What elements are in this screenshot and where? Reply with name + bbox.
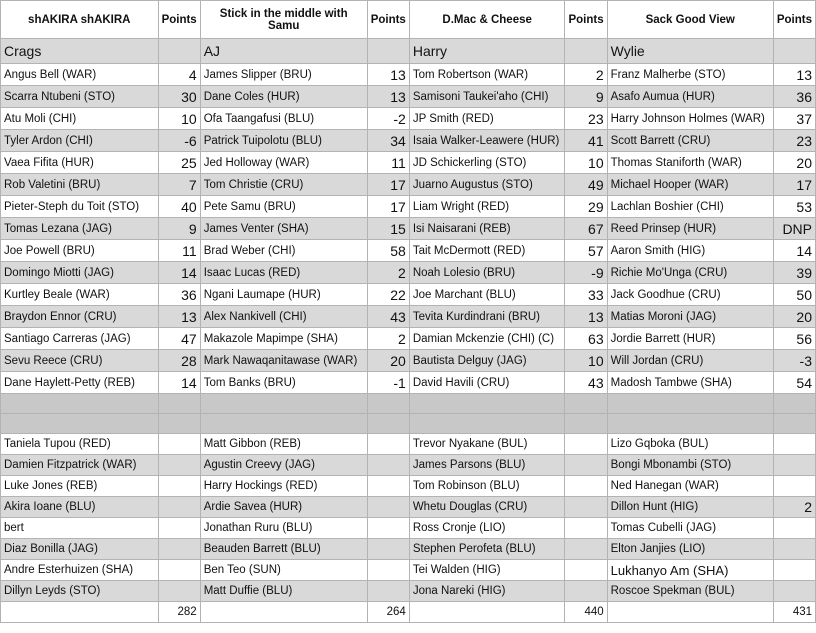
- points-cell[interactable]: 20: [367, 350, 409, 372]
- captain-cell[interactable]: Harry: [409, 39, 565, 64]
- points-cell[interactable]: -9: [565, 262, 607, 284]
- player-cell[interactable]: Franz Malherbe (STO): [607, 64, 773, 86]
- player-cell[interactable]: Ofa Taangafusi (BLU): [200, 108, 367, 130]
- player-cell[interactable]: Noah Lolesio (BRU): [409, 262, 565, 284]
- player-cell[interactable]: Aaron Smith (HIG): [607, 240, 773, 262]
- points-cell[interactable]: 17: [367, 196, 409, 218]
- bench-points-cell[interactable]: [565, 518, 607, 539]
- player-cell[interactable]: Jordie Barrett (HUR): [607, 328, 773, 350]
- bench-points-cell[interactable]: [367, 455, 409, 476]
- points-cell[interactable]: 54: [773, 372, 815, 394]
- points-cell[interactable]: 56: [773, 328, 815, 350]
- bench-player-cell[interactable]: Tom Robinson (BLU): [409, 476, 565, 497]
- bench-points-cell[interactable]: [367, 497, 409, 518]
- points-cell[interactable]: 53: [773, 196, 815, 218]
- player-cell[interactable]: Mark Nawaqanitawase (WAR): [200, 350, 367, 372]
- player-cell[interactable]: Tait McDermott (RED): [409, 240, 565, 262]
- points-cell[interactable]: 28: [158, 350, 200, 372]
- bench-points-cell[interactable]: [565, 497, 607, 518]
- total-points-cell[interactable]: 282: [158, 602, 200, 623]
- bench-points-cell[interactable]: [367, 539, 409, 560]
- points-cell[interactable]: 13: [367, 64, 409, 86]
- starter-row: [1, 306, 816, 328]
- bench-player-cell[interactable]: Dillon Hunt (HIG): [607, 497, 773, 518]
- bench-player-cell[interactable]: Lizo Gqboka (BUL): [607, 434, 773, 455]
- total-label-cell[interactable]: [1, 602, 159, 623]
- bench-points-cell[interactable]: [158, 539, 200, 560]
- empty-cell[interactable]: [200, 394, 367, 414]
- bench-player-cell[interactable]: Harry Hockings (RED): [200, 476, 367, 497]
- bench-player-cell[interactable]: Jonathan Ruru (BLU): [200, 518, 367, 539]
- points-cell[interactable]: 15: [367, 218, 409, 240]
- points-cell[interactable]: 43: [565, 372, 607, 394]
- points-cell[interactable]: 23: [773, 130, 815, 152]
- points-cell[interactable]: DNP: [773, 218, 815, 240]
- player-cell[interactable]: Makazole Mapimpe (SHA): [200, 328, 367, 350]
- player-cell[interactable]: Rob Valetini (BRU): [1, 174, 159, 196]
- player-cell[interactable]: Tom Robertson (WAR): [409, 64, 565, 86]
- points-cell[interactable]: 13: [565, 306, 607, 328]
- points-cell[interactable]: 22: [367, 284, 409, 306]
- player-cell[interactable]: Samisoni Taukei'aho (CHI): [409, 86, 565, 108]
- bench-points-cell[interactable]: [158, 560, 200, 581]
- points-cell[interactable]: 20: [773, 152, 815, 174]
- empty-cell[interactable]: [1, 394, 159, 414]
- bench-player-cell[interactable]: Akira Ioane (BLU): [1, 497, 159, 518]
- player-cell[interactable]: Tom Christie (CRU): [200, 174, 367, 196]
- points-cell[interactable]: 29: [565, 196, 607, 218]
- bench-player-cell[interactable]: Roscoe Spekman (BUL): [607, 581, 773, 602]
- player-cell[interactable]: Kurtley Beale (WAR): [1, 284, 159, 306]
- player-cell[interactable]: Santiago Carreras (JAG): [1, 328, 159, 350]
- bench-player-cell[interactable]: Jona Nareki (HIG): [409, 581, 565, 602]
- player-cell[interactable]: Tevita Kurdindrani (BRU): [409, 306, 565, 328]
- points-cell[interactable]: 30: [158, 86, 200, 108]
- bench-points-cell[interactable]: [565, 581, 607, 602]
- bench-points-cell[interactable]: [367, 581, 409, 602]
- captain-points-cell[interactable]: [158, 39, 200, 64]
- bench-points-cell[interactable]: [158, 581, 200, 602]
- player-cell[interactable]: Jack Goodhue (CRU): [607, 284, 773, 306]
- starter-row: [1, 64, 816, 86]
- bench-player-cell[interactable]: Andre Esterhuizen (SHA): [1, 560, 159, 581]
- bench-player-cell[interactable]: Trevor Nyakane (BUL): [409, 434, 565, 455]
- player-cell[interactable]: JP Smith (RED): [409, 108, 565, 130]
- total-points-cell[interactable]: 264: [367, 602, 409, 623]
- points-cell[interactable]: 40: [158, 196, 200, 218]
- player-cell[interactable]: Scott Barrett (CRU): [607, 130, 773, 152]
- points-cell[interactable]: 20: [773, 306, 815, 328]
- points-cell[interactable]: 2: [367, 328, 409, 350]
- player-cell[interactable]: Damian Mckenzie (CHI) (C): [409, 328, 565, 350]
- starter-row: [1, 86, 816, 108]
- player-cell[interactable]: Juarno Augustus (STO): [409, 174, 565, 196]
- captain-cell[interactable]: Wylie: [607, 39, 773, 64]
- bench-player-cell[interactable]: Damien Fitzpatrick (WAR): [1, 455, 159, 476]
- starter-row: [1, 350, 816, 372]
- total-label-cell[interactable]: [409, 602, 565, 623]
- player-cell[interactable]: Braydon Ennor (CRU): [1, 306, 159, 328]
- player-cell[interactable]: Alex Nankivell (CHI): [200, 306, 367, 328]
- captain-cell[interactable]: Crags: [1, 39, 159, 64]
- player-cell[interactable]: Tom Banks (BRU): [200, 372, 367, 394]
- empty-cell[interactable]: [607, 414, 773, 434]
- points-header-cell[interactable]: Points: [565, 1, 607, 39]
- bench-points-cell[interactable]: [367, 518, 409, 539]
- player-cell[interactable]: Reed Prinsep (HUR): [607, 218, 773, 240]
- starter-row: [1, 196, 816, 218]
- bench-row: [1, 434, 816, 455]
- starter-row: [1, 152, 816, 174]
- player-cell[interactable]: Angus Bell (WAR): [1, 64, 159, 86]
- empty-cell[interactable]: [367, 394, 409, 414]
- captain-points-cell[interactable]: [565, 39, 607, 64]
- total-row: [1, 602, 816, 623]
- player-cell[interactable]: Bautista Delguy (JAG): [409, 350, 565, 372]
- points-cell[interactable]: 2: [565, 64, 607, 86]
- bench-player-cell[interactable]: Ned Hanegan (WAR): [607, 476, 773, 497]
- player-cell[interactable]: Vaea Fifita (HUR): [1, 152, 159, 174]
- points-cell[interactable]: 14: [158, 262, 200, 284]
- player-cell[interactable]: Ngani Laumape (HUR): [200, 284, 367, 306]
- starter-row: [1, 372, 816, 394]
- bench-points-cell[interactable]: 2: [773, 497, 815, 518]
- bench-row: [1, 560, 816, 581]
- empty-cell[interactable]: [773, 394, 815, 414]
- bench-player-cell[interactable]: Agustin Creevy (JAG): [200, 455, 367, 476]
- separator-row: [1, 394, 816, 414]
- points-cell[interactable]: 17: [367, 174, 409, 196]
- bench-row: [1, 497, 816, 518]
- points-cell[interactable]: 36: [158, 284, 200, 306]
- empty-cell[interactable]: [367, 414, 409, 434]
- player-cell[interactable]: Domingo Miotti (JAG): [1, 262, 159, 284]
- bench-player-cell[interactable]: Ross Cronje (LIO): [409, 518, 565, 539]
- points-cell[interactable]: -2: [367, 108, 409, 130]
- empty-cell[interactable]: [409, 394, 565, 414]
- player-cell[interactable]: Patrick Tuipolotu (BLU): [200, 130, 367, 152]
- player-cell[interactable]: Isaia Walker-Leawere (HUR): [409, 130, 565, 152]
- starter-row: [1, 174, 816, 196]
- player-cell[interactable]: Tomas Lezana (JAG): [1, 218, 159, 240]
- team-name-cell[interactable]: Stick in the middle with Samu: [200, 1, 367, 39]
- player-cell[interactable]: Richie Mo'Unga (CRU): [607, 262, 773, 284]
- bench-points-cell[interactable]: [367, 560, 409, 581]
- points-cell[interactable]: 58: [367, 240, 409, 262]
- player-cell[interactable]: James Venter (SHA): [200, 218, 367, 240]
- points-cell[interactable]: 36: [773, 86, 815, 108]
- bench-player-cell[interactable]: Bongi Mbonambi (STO): [607, 455, 773, 476]
- bench-points-cell[interactable]: [773, 581, 815, 602]
- points-cell[interactable]: 63: [565, 328, 607, 350]
- bench-player-cell[interactable]: Matt Gibbon (REB): [200, 434, 367, 455]
- player-cell[interactable]: Liam Wright (RED): [409, 196, 565, 218]
- empty-cell[interactable]: [565, 414, 607, 434]
- points-cell[interactable]: 10: [565, 152, 607, 174]
- bench-player-cell[interactable]: Whetu Douglas (CRU): [409, 497, 565, 518]
- bench-player-cell[interactable]: Luke Jones (REB): [1, 476, 159, 497]
- starter-row: [1, 130, 816, 152]
- player-cell[interactable]: Atu Moli (CHI): [1, 108, 159, 130]
- starter-row: [1, 108, 816, 130]
- header-row: [1, 1, 816, 39]
- team-name-cell[interactable]: shAKIRA shAKIRA: [1, 1, 159, 39]
- bench-player-cell[interactable]: Diaz Bonilla (JAG): [1, 539, 159, 560]
- points-cell[interactable]: 57: [565, 240, 607, 262]
- team-name-cell[interactable]: D.Mac & Cheese: [409, 1, 565, 39]
- total-label-cell[interactable]: [200, 602, 367, 623]
- player-cell[interactable]: Matias Moroni (JAG): [607, 306, 773, 328]
- bench-points-cell[interactable]: [565, 539, 607, 560]
- total-points-cell[interactable]: 440: [565, 602, 607, 623]
- points-cell[interactable]: 37: [773, 108, 815, 130]
- points-cell[interactable]: 33: [565, 284, 607, 306]
- bench-points-cell[interactable]: [367, 476, 409, 497]
- empty-cell[interactable]: [1, 414, 159, 434]
- empty-cell[interactable]: [565, 394, 607, 414]
- bench-points-cell[interactable]: [158, 497, 200, 518]
- bench-points-cell[interactable]: [773, 560, 815, 581]
- bench-row: [1, 539, 816, 560]
- bench-player-cell[interactable]: Taniela Tupou (RED): [1, 434, 159, 455]
- points-cell[interactable]: 14: [773, 240, 815, 262]
- bench-row: [1, 581, 816, 602]
- bench-player-cell[interactable]: Matt Duffie (BLU): [200, 581, 367, 602]
- bench-points-cell[interactable]: [565, 434, 607, 455]
- points-cell[interactable]: 7: [158, 174, 200, 196]
- points-cell[interactable]: 2: [367, 262, 409, 284]
- player-cell[interactable]: Pete Samu (BRU): [200, 196, 367, 218]
- bench-points-cell[interactable]: [565, 476, 607, 497]
- player-cell[interactable]: Pieter-Steph du Toit (STO): [1, 196, 159, 218]
- player-cell[interactable]: David Havili (CRU): [409, 372, 565, 394]
- points-cell[interactable]: 10: [158, 108, 200, 130]
- starter-row: [1, 240, 816, 262]
- bench-player-cell[interactable]: Ardie Savea (HUR): [200, 497, 367, 518]
- points-header-cell[interactable]: Points: [158, 1, 200, 39]
- empty-cell[interactable]: [773, 414, 815, 434]
- empty-cell[interactable]: [158, 414, 200, 434]
- team-name-cell[interactable]: Sack Good View: [607, 1, 773, 39]
- points-cell[interactable]: 39: [773, 262, 815, 284]
- player-cell[interactable]: Asafo Aumua (HUR): [607, 86, 773, 108]
- player-cell[interactable]: Scarra Ntubeni (STO): [1, 86, 159, 108]
- points-cell[interactable]: 50: [773, 284, 815, 306]
- bench-points-cell[interactable]: [367, 434, 409, 455]
- player-cell[interactable]: Joe Powell (BRU): [1, 240, 159, 262]
- points-cell[interactable]: 4: [158, 64, 200, 86]
- bench-player-cell[interactable]: Elton Janjies (LIO): [607, 539, 773, 560]
- bench-points-cell[interactable]: [773, 434, 815, 455]
- captain-row: [1, 39, 816, 64]
- bench-player-cell[interactable]: bert: [1, 518, 159, 539]
- player-cell[interactable]: James Slipper (BRU): [200, 64, 367, 86]
- empty-cell[interactable]: [409, 414, 565, 434]
- captain-cell[interactable]: AJ: [200, 39, 367, 64]
- points-cell[interactable]: 10: [565, 350, 607, 372]
- points-cell[interactable]: -1: [367, 372, 409, 394]
- points-cell[interactable]: -3: [773, 350, 815, 372]
- points-cell[interactable]: 13: [773, 64, 815, 86]
- bench-points-cell[interactable]: [773, 518, 815, 539]
- points-cell[interactable]: 67: [565, 218, 607, 240]
- points-cell[interactable]: 41: [565, 130, 607, 152]
- points-cell[interactable]: 11: [158, 240, 200, 262]
- bench-row: [1, 476, 816, 497]
- starter-row: [1, 262, 816, 284]
- points-cell[interactable]: 9: [565, 86, 607, 108]
- bench-row: [1, 518, 816, 539]
- points-cell[interactable]: 47: [158, 328, 200, 350]
- points-cell[interactable]: 43: [367, 306, 409, 328]
- bench-player-cell[interactable]: Tomas Cubelli (JAG): [607, 518, 773, 539]
- player-cell[interactable]: Thomas Staniforth (WAR): [607, 152, 773, 174]
- points-cell[interactable]: 17: [773, 174, 815, 196]
- points-cell[interactable]: 11: [367, 152, 409, 174]
- points-header-cell[interactable]: Points: [773, 1, 815, 39]
- bench-points-cell[interactable]: [158, 455, 200, 476]
- points-cell[interactable]: 34: [367, 130, 409, 152]
- bench-player-cell[interactable]: James Parsons (BLU): [409, 455, 565, 476]
- player-cell[interactable]: Joe Marchant (BLU): [409, 284, 565, 306]
- total-points-cell[interactable]: 431: [773, 602, 815, 623]
- player-cell[interactable]: Will Jordan (CRU): [607, 350, 773, 372]
- player-cell[interactable]: Lachlan Boshier (CHI): [607, 196, 773, 218]
- player-cell[interactable]: Madosh Tambwe (SHA): [607, 372, 773, 394]
- points-cell[interactable]: 23: [565, 108, 607, 130]
- captain-points-cell[interactable]: [367, 39, 409, 64]
- player-cell[interactable]: Dane Coles (HUR): [200, 86, 367, 108]
- bench-row: [1, 455, 816, 476]
- starter-row: [1, 284, 816, 306]
- bench-points-cell[interactable]: [565, 455, 607, 476]
- bench-player-cell[interactable]: Lukhanyo Am (SHA): [607, 560, 773, 581]
- bench-points-cell[interactable]: [773, 455, 815, 476]
- player-cell[interactable]: Dane Haylett-Petty (REB): [1, 372, 159, 394]
- player-cell[interactable]: Sevu Reece (CRU): [1, 350, 159, 372]
- player-cell[interactable]: JD Schickerling (STO): [409, 152, 565, 174]
- empty-cell[interactable]: [158, 394, 200, 414]
- points-header-cell[interactable]: Points: [367, 1, 409, 39]
- starter-row: [1, 218, 816, 240]
- bench-points-cell[interactable]: [773, 539, 815, 560]
- player-cell[interactable]: Isi Naisarani (REB): [409, 218, 565, 240]
- empty-cell[interactable]: [607, 394, 773, 414]
- bench-points-cell[interactable]: [158, 476, 200, 497]
- points-cell[interactable]: 14: [158, 372, 200, 394]
- points-cell[interactable]: 25: [158, 152, 200, 174]
- bench-player-cell[interactable]: Beauden Barrett (BLU): [200, 539, 367, 560]
- bench-player-cell[interactable]: Stephen Perofeta (BLU): [409, 539, 565, 560]
- bench-points-cell[interactable]: [565, 560, 607, 581]
- points-cell[interactable]: 9: [158, 218, 200, 240]
- bench-points-cell[interactable]: [158, 434, 200, 455]
- separator-row: [1, 414, 816, 434]
- player-cell[interactable]: Harry Johnson Holmes (WAR): [607, 108, 773, 130]
- bench-player-cell[interactable]: Tei Walden (HIG): [409, 560, 565, 581]
- bench-points-cell[interactable]: [158, 518, 200, 539]
- total-label-cell[interactable]: [607, 602, 773, 623]
- player-cell[interactable]: Jed Holloway (WAR): [200, 152, 367, 174]
- player-cell[interactable]: Brad Weber (CHI): [200, 240, 367, 262]
- bench-points-cell[interactable]: [773, 476, 815, 497]
- player-cell[interactable]: Isaac Lucas (RED): [200, 262, 367, 284]
- empty-cell[interactable]: [200, 414, 367, 434]
- player-cell[interactable]: Michael Hooper (WAR): [607, 174, 773, 196]
- bench-player-cell[interactable]: Dillyn Leyds (STO): [1, 581, 159, 602]
- points-cell[interactable]: 13: [158, 306, 200, 328]
- bench-player-cell[interactable]: Ben Teo (SUN): [200, 560, 367, 581]
- points-cell[interactable]: -6: [158, 130, 200, 152]
- points-cell[interactable]: 13: [367, 86, 409, 108]
- captain-points-cell[interactable]: [773, 39, 815, 64]
- points-cell[interactable]: 49: [565, 174, 607, 196]
- player-cell[interactable]: Tyler Ardon (CHI): [1, 130, 159, 152]
- starter-row: [1, 328, 816, 350]
